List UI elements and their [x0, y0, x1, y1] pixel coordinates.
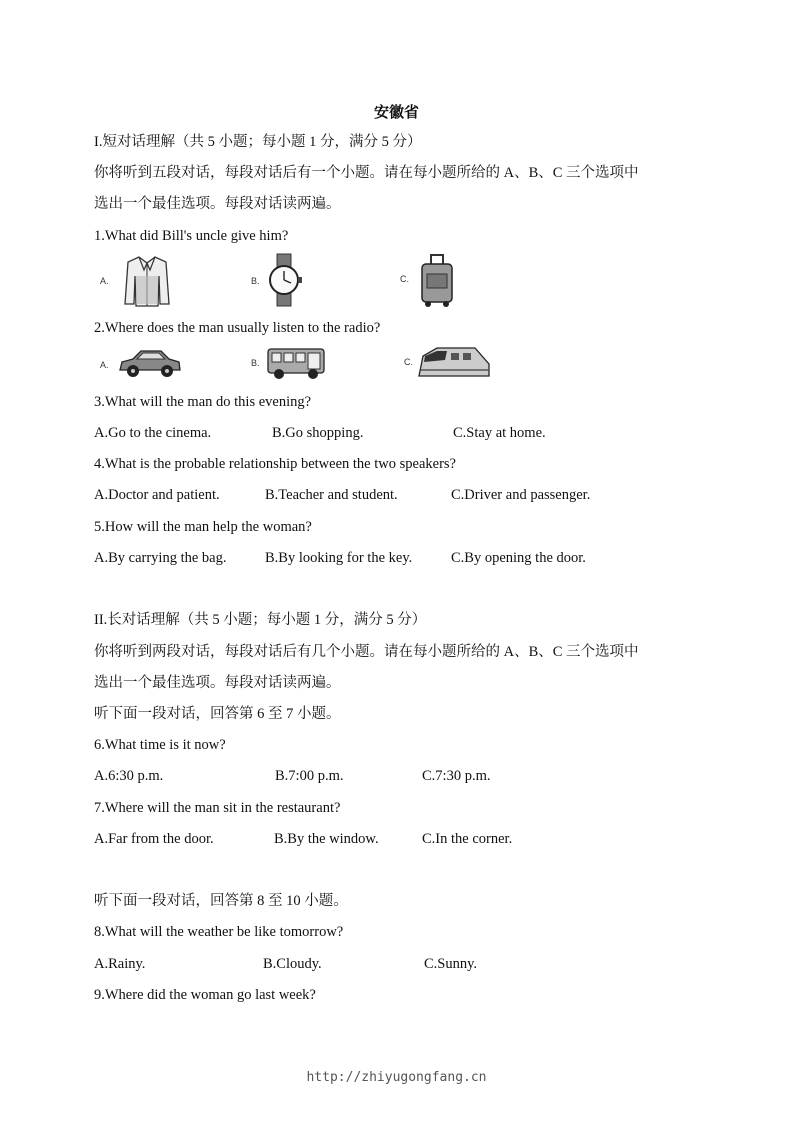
question-6: 6.What time is it now? [94, 737, 226, 753]
q5-option-b: B.By looking for the key. [265, 550, 413, 566]
q1-option-c-label: C. [400, 274, 409, 284]
jacket-icon [122, 254, 172, 308]
q5-option-c: C.By opening the door. [451, 550, 586, 566]
q6-option-c: C.7:30 p.m. [422, 768, 491, 784]
question-4: 4.What is the probable relationship between the two speakers? [94, 456, 456, 472]
q8-option-c: C.Sunny. [424, 956, 478, 972]
q1-option-a-label: A. [100, 276, 109, 286]
question-3: 3.What will the man do this evening? [94, 394, 312, 410]
q8-option-a: A.Rainy. [94, 956, 146, 972]
bus-icon [265, 345, 327, 381]
question-7: 7.Where will the man sit in the restaurant? [94, 800, 341, 816]
question-9: 9.Where did the woman go last week? [94, 987, 316, 1003]
q6-option-a: A.6:30 p.m. [94, 768, 164, 784]
q1-option-b-label: B. [251, 276, 260, 286]
question-2: 2.Where does the man usually listen to the radio? [94, 320, 381, 336]
q6-option-b: B.7:00 p.m. [275, 768, 344, 784]
q4-option-c: C.Driver and passenger. [451, 487, 591, 503]
footer-url[interactable]: http://zhiyugongfang.cn [306, 1070, 487, 1085]
question-5: 5.How will the man help the woman? [94, 519, 312, 535]
section2-heading: II.长对话理解（共 5 小题；每小题 1 分，满分 5 分） [94, 612, 427, 628]
q2-option-b-label: B. [251, 358, 260, 368]
dialog1-intro: 听下面一段对话，回答第 6 至 7 小题。 [94, 706, 341, 722]
question-8: 8.What will the weather be like tomorrow? [94, 924, 344, 940]
q4-option-a: A.Doctor and patient. [94, 487, 220, 503]
car-icon [117, 346, 183, 380]
q4-option-b: B.Teacher and student. [265, 487, 398, 503]
q5-option-a: A.By carrying the bag. [94, 550, 227, 566]
section1-instruction-2: 选出一个最佳选项。每段对话读两遍。 [94, 196, 341, 212]
q8-option-b: B.Cloudy. [263, 956, 322, 972]
page-title: 安徽省 [373, 105, 419, 121]
section1-instruction-1: 你将听到五段对话，每段对话后有一个小题。请在每小题所给的 A、B、C 三个选项中 [94, 165, 639, 181]
q7-option-b: B.By the window. [274, 831, 379, 847]
q7-option-c: C.In the corner. [422, 831, 513, 847]
watch-icon [263, 252, 305, 308]
section1-heading: I.短对话理解（共 5 小题；每小题 1 分，满分 5 分） [94, 134, 422, 150]
dialog2-intro: 听下面一段对话，回答第 8 至 10 小题。 [94, 893, 348, 909]
q3-option-a: A.Go to the cinema. [94, 425, 212, 441]
section2-instruction-1: 你将听到两段对话，每段对话后有几个小题。请在每小题所给的 A、B、C 三个选项中 [94, 644, 639, 660]
section2-instruction-2: 选出一个最佳选项。每段对话读两遍。 [94, 675, 341, 691]
suitcase-icon [418, 252, 456, 308]
train-icon [417, 342, 491, 382]
q3-option-c: C.Stay at home. [453, 425, 546, 441]
q2-option-a-label: A. [100, 360, 109, 370]
q7-option-a: A.Far from the door. [94, 831, 214, 847]
question-1: 1.What did Bill's uncle give him? [94, 228, 289, 244]
q3-option-b: B.Go shopping. [272, 425, 364, 441]
q2-option-c-label: C. [404, 357, 413, 367]
